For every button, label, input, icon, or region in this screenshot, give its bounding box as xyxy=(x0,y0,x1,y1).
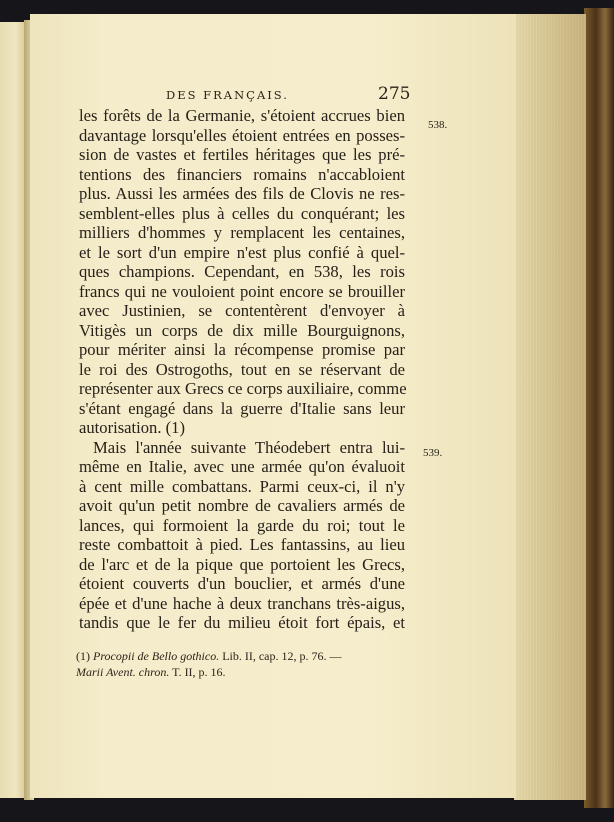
text-line: Vitigès un corps de dix mille Bourguignons, xyxy=(79,320,405,340)
text-line: tandis que le fer du milieu étoit fort épais, et xyxy=(79,613,405,632)
text-line: avec Justinien, se contentèrent d'envoyer à xyxy=(79,301,405,320)
text-line: les forêts de la Germanie, s'étoient accrues bien xyxy=(79,106,405,125)
text-line: sion de vastes et fertiles héritages que les pré- xyxy=(79,145,405,164)
margin-note-year: 538. xyxy=(428,119,448,131)
text-line: francs qui ne vouloient point encore se brouiller xyxy=(79,281,405,301)
text-line: étoient couverts d'un bouclier, et armés d'une xyxy=(79,574,405,593)
book-cover xyxy=(584,8,614,808)
page-block-edges xyxy=(514,14,586,800)
text-line: et le sort d'un empire n'est plus confié à quel- xyxy=(79,242,405,262)
text-line: le roi des Ostrogoths, tout en se réservant de xyxy=(79,359,405,379)
text-line: semblent-elles plus à celles du conquérant; les xyxy=(79,203,405,223)
footnote-line xyxy=(76,648,400,664)
text-line: autorisation. (1) xyxy=(79,418,185,437)
text-line: avoit qu'un petit nombre de cavaliers armés de xyxy=(79,496,405,515)
footnote-citation: T. II, p. 16. xyxy=(172,665,226,679)
text-line: de l'arc et de la pique que portoient les Grecs, xyxy=(79,554,405,574)
margin-note-year: 539. xyxy=(423,447,443,459)
footnote-line xyxy=(76,664,400,680)
text-line: à cent mille combattans. Parmi ceux-ci, il n'y xyxy=(79,476,405,496)
text-line: reste combattoit à pied. Les fantassins, au lieu xyxy=(79,535,405,554)
footnote-source-title: Procopii de Bello gothico. xyxy=(93,649,220,663)
text-line: lances, qui formoient la garde du roi; tout le xyxy=(79,515,405,535)
text-line: pour mériter ainsi la récompense promise par xyxy=(79,340,405,359)
footnote-citation: Lib. II, cap. 12, p. 76. — xyxy=(222,649,342,663)
text-line: représenter aux Grecs ce corps auxiliaire, comme xyxy=(79,379,407,398)
text-line: tentions des financiers romains n'accabloient xyxy=(79,164,405,184)
text-line: même en Italie, avec une armée qu'on évaluoit xyxy=(79,457,405,476)
text-line: épée et d'une hache à deux tranchans très-aigus, xyxy=(79,593,405,613)
text-line: plus. Aussi les armées des fils de Clovis ne res- xyxy=(79,184,405,203)
footnote xyxy=(76,648,400,680)
text-line: milliers d'hommes y remplacent les centaines, xyxy=(79,223,405,242)
text-line: s'étant engagé dans la guerre d'Italie sans leur xyxy=(79,398,405,418)
body-text xyxy=(79,106,405,633)
page-number: 275 xyxy=(378,84,411,104)
footnote-source-title: Marii Avent. chron. xyxy=(76,665,170,679)
text-line: ques champions. Cependant, en 538, les rois xyxy=(79,262,405,281)
left-page-edge xyxy=(0,22,26,798)
text-line: davantage lorsqu'elles étoient entrées en posses- xyxy=(79,125,405,145)
text-line: Mais l'année suivante Théodebert entra lui- xyxy=(93,437,405,457)
footnote-ref: (1) xyxy=(76,649,90,663)
running-head: DES FRANÇAIS. xyxy=(166,88,289,102)
